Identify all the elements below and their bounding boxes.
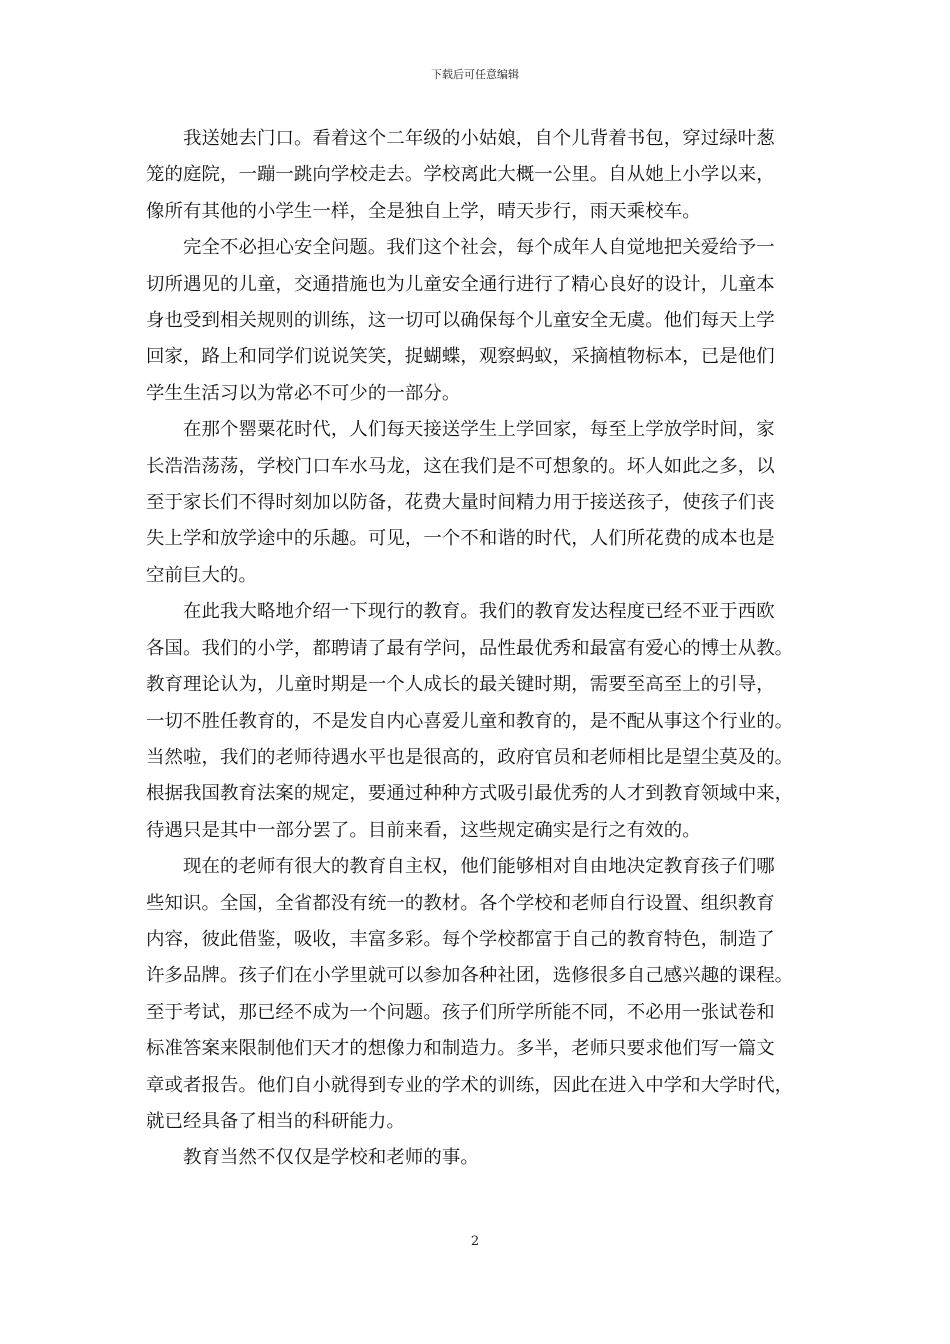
- text-line: 像所有其他的小学生一样，全是独自上学，晴天步行，雨天乘校车。: [146, 200, 701, 222]
- page-header: 下载后可任意编辑: [431, 68, 519, 81]
- paragraph-5: [146, 849, 818, 1140]
- paragraph-2: [146, 230, 818, 412]
- text-line: 内容，彼此借鉴，吸收，丰富多彩。每个学校都富于自己的教育特色，制造了: [146, 928, 775, 950]
- text-line: 教育理论认为，儿童时期是一个人成长的最关键时期，需要至高至上的引导，: [146, 674, 775, 696]
- text-line: 完全不必担心安全问题。我们这个社会，每个成年人自觉地把关爱给予一: [183, 237, 775, 259]
- text-line: 失上学和放学途中的乐趣。可见，一个不和谐的时代，人们所花费的成本也是: [146, 528, 775, 550]
- text-line: 一切不胜任教育的，不是发自内心喜爱儿童和教育的，是不配从事这个行业的。: [146, 710, 794, 732]
- text-line: 至于家长们不得时刻加以防备，花费大量时间精力用于接送孩子，使孩子们丧: [146, 492, 775, 514]
- text-line: 现在的老师有很大的教育自主权，他们能够相对自由地决定教育孩子们哪: [183, 856, 775, 878]
- text-line: 标准答案来限制他们天才的想像力和制造力。多半，老师只要求他们写一篇文: [146, 1038, 775, 1060]
- text-line: 身也受到相关规则的训练，这一切可以确保每个儿童安全无虞。他们每天上学: [146, 310, 775, 332]
- paragraph-6: [146, 1140, 818, 1176]
- text-line: 在那个罂粟花时代，人们每天接送学生上学回家，每至上学放学时间，家: [183, 419, 775, 441]
- text-line: 在此我大略地介绍一下现行的教育。我们的教育发达程度已经不亚于西欧: [183, 601, 775, 623]
- text-line: 许多品牌。孩子们在小学里就可以参加各种社团，选修很多自己感兴趣的课程。: [146, 965, 794, 987]
- text-line: 至于考试，那已经不成为一个问题。孩子们所学所能不同，不必用一张试卷和: [146, 1001, 775, 1023]
- paragraph-4: [146, 594, 818, 849]
- text-line: 学生生活习以为常必不可少的一部分。: [146, 382, 461, 404]
- text-line: 待遇只是其中一部分罢了。目前来看，这些规定确实是行之有效的。: [146, 819, 701, 841]
- text-line: 回家，路上和同学们说说笑笑，捉蝴蝶，观察蚂蚁，采摘植物标本，已是他们: [146, 346, 775, 368]
- paragraph-3: [146, 412, 818, 594]
- paragraph-1: [146, 121, 818, 230]
- text-line: 教育当然不仅仅是学校和老师的事。: [183, 1147, 479, 1169]
- text-line: 长浩浩荡荡，学校门口车水马龙，这在我们是不可想象的。坏人如此之多，以: [146, 455, 775, 477]
- text-line: 些知识。全国，全省都没有统一的教材。各个学校和老师自行设置、组织教育: [146, 892, 775, 914]
- text-line: 各国。我们的小学，都聘请了最有学问，品性最优秀和最富有爱心的博士从教。: [146, 637, 794, 659]
- document-body: [146, 121, 818, 1177]
- text-line: 就已经具备了相当的科研能力。: [146, 1110, 405, 1132]
- text-line: 我送她去门口。看着这个二年级的小姑娘，自个儿背着书包，穿过绿叶葱: [183, 128, 775, 149]
- text-line: 章或者报告。他们自小就得到专业的学术的训练，因此在进入中学和大学时代，: [146, 1074, 794, 1096]
- text-line: 根据我国教育法案的规定，要通过种种方式吸引最优秀的人才到教育领域中来，: [146, 783, 794, 805]
- text-line: 切所遇见的儿童，交通措施也为儿童安全通行进行了精心良好的设计，儿童本: [146, 273, 775, 295]
- text-line: 空前巨大的。: [146, 564, 257, 586]
- text-line: 笼的庭院，一蹦一跳向学校走去。学校离此大概一公里。自从她上小学以来，: [146, 164, 775, 186]
- text-line: 当然啦，我们的老师待遇水平也是很高的，政府官员和老师相比是望尘莫及的。: [146, 746, 794, 768]
- page-number: 2: [470, 1234, 480, 1249]
